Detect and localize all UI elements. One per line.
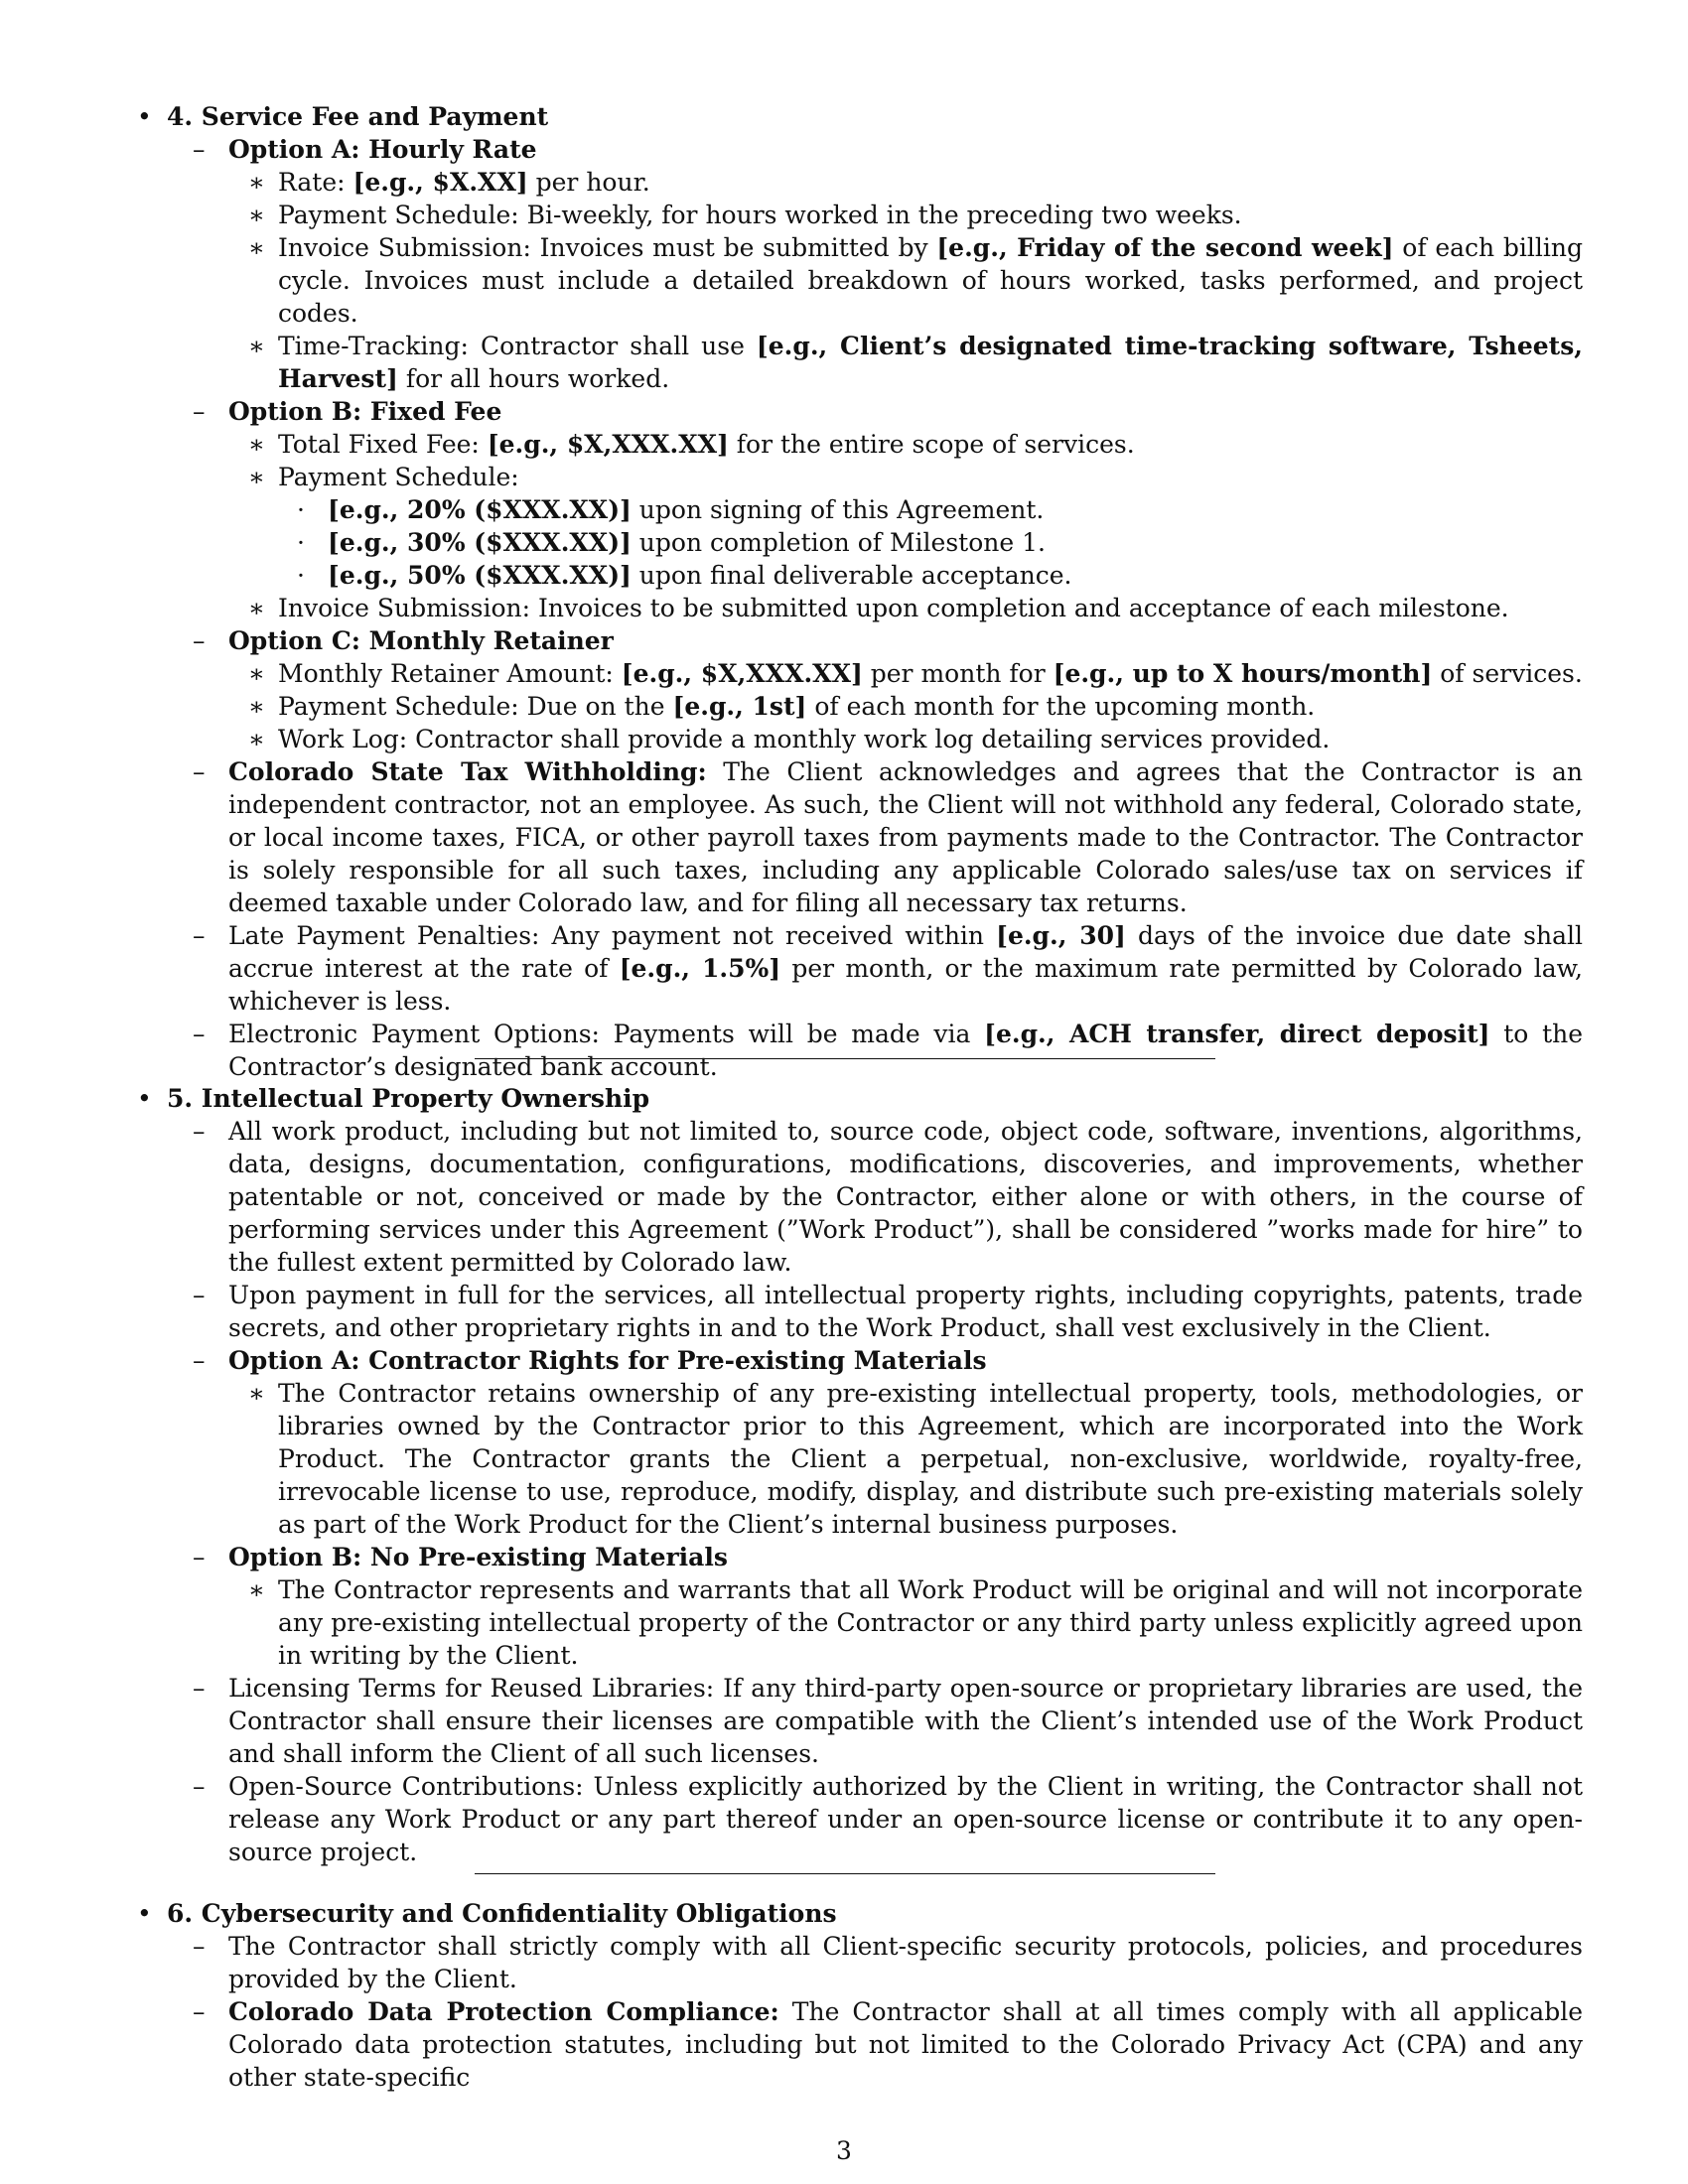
list-item: ∗ Payment Schedule: Bi-weekly, for hours worked in the preceding two weeks. — [248, 201, 1242, 229]
option-heading — [133, 1541, 1583, 1573]
option-title: Option A: Contractor Rights for Pre-existing Materials — [228, 1346, 987, 1375]
list-item: ∗ Payment Schedule: Due on the [e.g., 1st] of each month for the upcoming month. — [248, 692, 1316, 721]
section-heading — [133, 1082, 1583, 1115]
placeholder-text: [e.g., 1.5%] — [619, 954, 781, 983]
clause-title: Colorado State Tax Withholding: — [228, 757, 707, 786]
list-item: ∗ Time-Tracking: Contractor shall use [e.g., Client’s designated time-tracking software, Tsheets, Harvest] for all hours worked. — [248, 332, 1583, 393]
option-heading — [133, 133, 1583, 166]
list-item: ∗ Invoice Submission: Invoices to be submitted upon completion and acceptance of each milestone. — [248, 594, 1509, 622]
list-item: – Licensing Terms for Reused Libraries: If any third-party open-source or proprietary libraries are used, the Contractor shall ensure their licenses are compatible with the Client’s intended use of the Work Product and shall inform the Client of all such licenses. — [193, 1674, 1583, 1768]
option-heading — [133, 624, 1583, 657]
milestone-item: · [e.g., 50% ($XXX.XX)] upon final deliverable acceptance. — [297, 561, 1072, 590]
section-5 — [133, 1082, 1583, 1868]
placeholder-text: [e.g., Client’s designated time-tracking software, Tsheets, Harvest] — [278, 332, 1583, 393]
clause-title: Colorado Data Protection Compliance: — [228, 1997, 779, 2026]
dash: – — [193, 1020, 206, 1048]
bullet: • — [137, 102, 152, 131]
list-item: ∗ Monthly Retainer Amount: [e.g., $X,XXX.XX] per month for [e.g., up to X hours/month] of services. — [248, 659, 1583, 688]
electronic-payment-clause: – Electronic Payment Options: Payments will be made via [e.g., ACH transfer, direct deposit] to the Contractor’s designated bank account. — [193, 1020, 1584, 1081]
list-item: ∗ The Contractor represents and warrants that all Work Product will be original and will not incorporate any pre-existing intellectual property of the Contractor or any third party unless explicitly agreed upon in writing by the Client. — [248, 1575, 1583, 1670]
milestone-item: · [e.g., 30% ($XXX.XX)] upon completion of Milestone 1. — [297, 528, 1046, 557]
placeholder-text: [e.g., $X,XXX.XX] — [487, 430, 729, 459]
list-item: – Upon payment in full for the services, all intellectual property rights, including copyrights, patents, trade secrets, and other proprietary rights in and to the Work Product, shall vest exclusively in the Client. — [193, 1281, 1583, 1342]
dash: – — [193, 1281, 206, 1309]
section-title: 6. Cybersecurity and Confidentiality Obligations — [167, 1899, 837, 1928]
list-item: ∗ Rate: [e.g., $X.XX] per hour. — [248, 168, 650, 197]
list-item: ∗ Invoice Submission: Invoices must be submitted by [e.g., Friday of the second week] of each billing cycle. Invoices must include a detailed breakdown of hours worked, tasks performed, and project codes. — [248, 233, 1583, 328]
dash: – — [193, 397, 206, 426]
asterisk: ∗ — [248, 463, 265, 491]
list-item: ∗ Payment Schedule: — [248, 463, 519, 491]
section-title: 5. Intellectual Property Ownership — [167, 1084, 650, 1113]
section-6 — [133, 1897, 1583, 2094]
asterisk: ∗ — [248, 1379, 265, 1408]
asterisk: ∗ — [248, 233, 265, 262]
placeholder-text: [e.g., 50% ($XXX.XX)] — [328, 561, 632, 590]
dash: – — [193, 757, 206, 786]
section-title: 4. Service Fee and Payment — [167, 102, 549, 131]
option-heading — [133, 395, 1583, 428]
dash: – — [193, 1346, 206, 1375]
option-title: Option C: Monthly Retainer — [228, 626, 614, 655]
option-heading — [133, 1344, 1583, 1377]
placeholder-text: [e.g., 30] — [996, 921, 1126, 950]
asterisk: ∗ — [248, 332, 265, 360]
list-item: – The Contractor shall strictly comply with all Client-specific security protocols, policies, and procedures provided by the Client. — [193, 1932, 1583, 1993]
list-item: – All work product, including but not limited to, source code, object code, software, inventions, algorithms, data, designs, documentation, configurations, modifications, discoveries, and improvements, whether patentable or not, conceived or made by the Contractor, either alone or with others, in the course of performing services under this Agreement (”Work Product”), shall be considered ”works made for hire” to the fullest extent permitted by Colorado law. — [193, 1117, 1583, 1277]
section-heading — [133, 1897, 1583, 1930]
dash: – — [193, 1997, 206, 2026]
data-protection-clause: – Colorado Data Protection Compliance: The Contractor shall at all times comply with all applicable Colorado data protection statutes, including but not limited to the Colorado Privacy Act (CPA) and any other state-specific — [193, 1997, 1584, 2092]
bullet: • — [137, 1899, 152, 1928]
option-title: Option B: Fixed Fee — [228, 397, 502, 426]
dash: – — [193, 921, 206, 950]
list-item: ∗ Work Log: Contractor shall provide a monthly work log detailing services provided. — [248, 725, 1331, 753]
late-payment-clause: – Late Payment Penalties: Any payment not received within [e.g., 30] days of the invoice due date shall accrue interest at the rate of [e.g., 1.5%] per month, or the maximum rate permitted by Colorado law, whichever is less. — [193, 921, 1584, 1016]
milestone-item: · [e.g., 20% ($XXX.XX)] upon signing of this Agreement. — [297, 495, 1045, 524]
dot: · — [297, 561, 305, 590]
dot: · — [297, 495, 305, 524]
asterisk: ∗ — [248, 725, 265, 753]
section-heading — [133, 100, 1583, 133]
asterisk: ∗ — [248, 659, 265, 688]
dash: – — [193, 1674, 206, 1703]
dash: – — [193, 1772, 206, 1801]
dash: – — [193, 135, 206, 164]
asterisk: ∗ — [248, 201, 265, 229]
asterisk: ∗ — [248, 168, 265, 197]
horizontal-rule — [475, 1873, 1215, 1874]
list-item: – Open-Source Contributions: Unless explicitly authorized by the Client in writing, the Contractor shall not release any Work Product or any part thereof under an open-source license or contribute it to any open-source project. — [193, 1772, 1583, 1866]
tax-withholding-clause: – Colorado State Tax Withholding: The Client acknowledges and agrees that the Contractor is an independent contractor, not an employee. As such, the Client will not withhold any federal, Colorado state, or local income taxes, FICA, or other payroll taxes from payments made to the Contractor. The Contractor is solely responsible for all such taxes, including any applicable Colorado sales/use tax on services if deemed taxable under Colorado law, and for filing all necessary tax returns. — [193, 757, 1583, 917]
placeholder-text: [e.g., $X.XX] — [352, 168, 528, 197]
dash: – — [193, 1117, 206, 1146]
placeholder-text: [e.g., 1st] — [672, 692, 807, 721]
dash: – — [193, 1932, 206, 1961]
asterisk: ∗ — [248, 430, 265, 459]
option-title: Option B: No Pre-existing Materials — [228, 1543, 728, 1571]
dash: – — [193, 1543, 206, 1571]
placeholder-text: [e.g., up to X hours/month] — [1053, 659, 1433, 688]
placeholder-text: [e.g., Friday of the second week] — [936, 233, 1394, 262]
placeholder-text: [e.g., 20% ($XXX.XX)] — [328, 495, 632, 524]
asterisk: ∗ — [248, 1575, 265, 1604]
page-number: 3 — [836, 2136, 852, 2165]
list-item: ∗ The Contractor retains ownership of any pre-existing intellectual property, tools, methodologies, or libraries owned by the Contractor prior to this Agreement, which are incorporated into the Work Product. The Contractor grants the Client a perpetual, non-exclusive, worldwide, royalty-free, irrevocable license to use, reproduce, modify, display, and distribute such pre-existing materials solely as part of the Work Product for the Client’s internal business purposes. — [248, 1379, 1583, 1539]
dash: – — [193, 626, 206, 655]
placeholder-text: [e.g., ACH transfer, direct deposit] — [984, 1020, 1490, 1048]
section-4 — [133, 100, 1583, 1083]
placeholder-text: [e.g., $X,XXX.XX] — [621, 659, 863, 688]
option-title: Option A: Hourly Rate — [228, 135, 537, 164]
placeholder-text: [e.g., 30% ($XXX.XX)] — [328, 528, 632, 557]
dot: · — [297, 528, 305, 557]
horizontal-rule — [475, 1058, 1215, 1059]
list-item: ∗ Total Fixed Fee: [e.g., $X,XXX.XX] for the entire scope of services. — [248, 430, 1135, 459]
asterisk: ∗ — [248, 692, 265, 721]
asterisk: ∗ — [248, 594, 265, 622]
bullet: • — [137, 1084, 152, 1113]
